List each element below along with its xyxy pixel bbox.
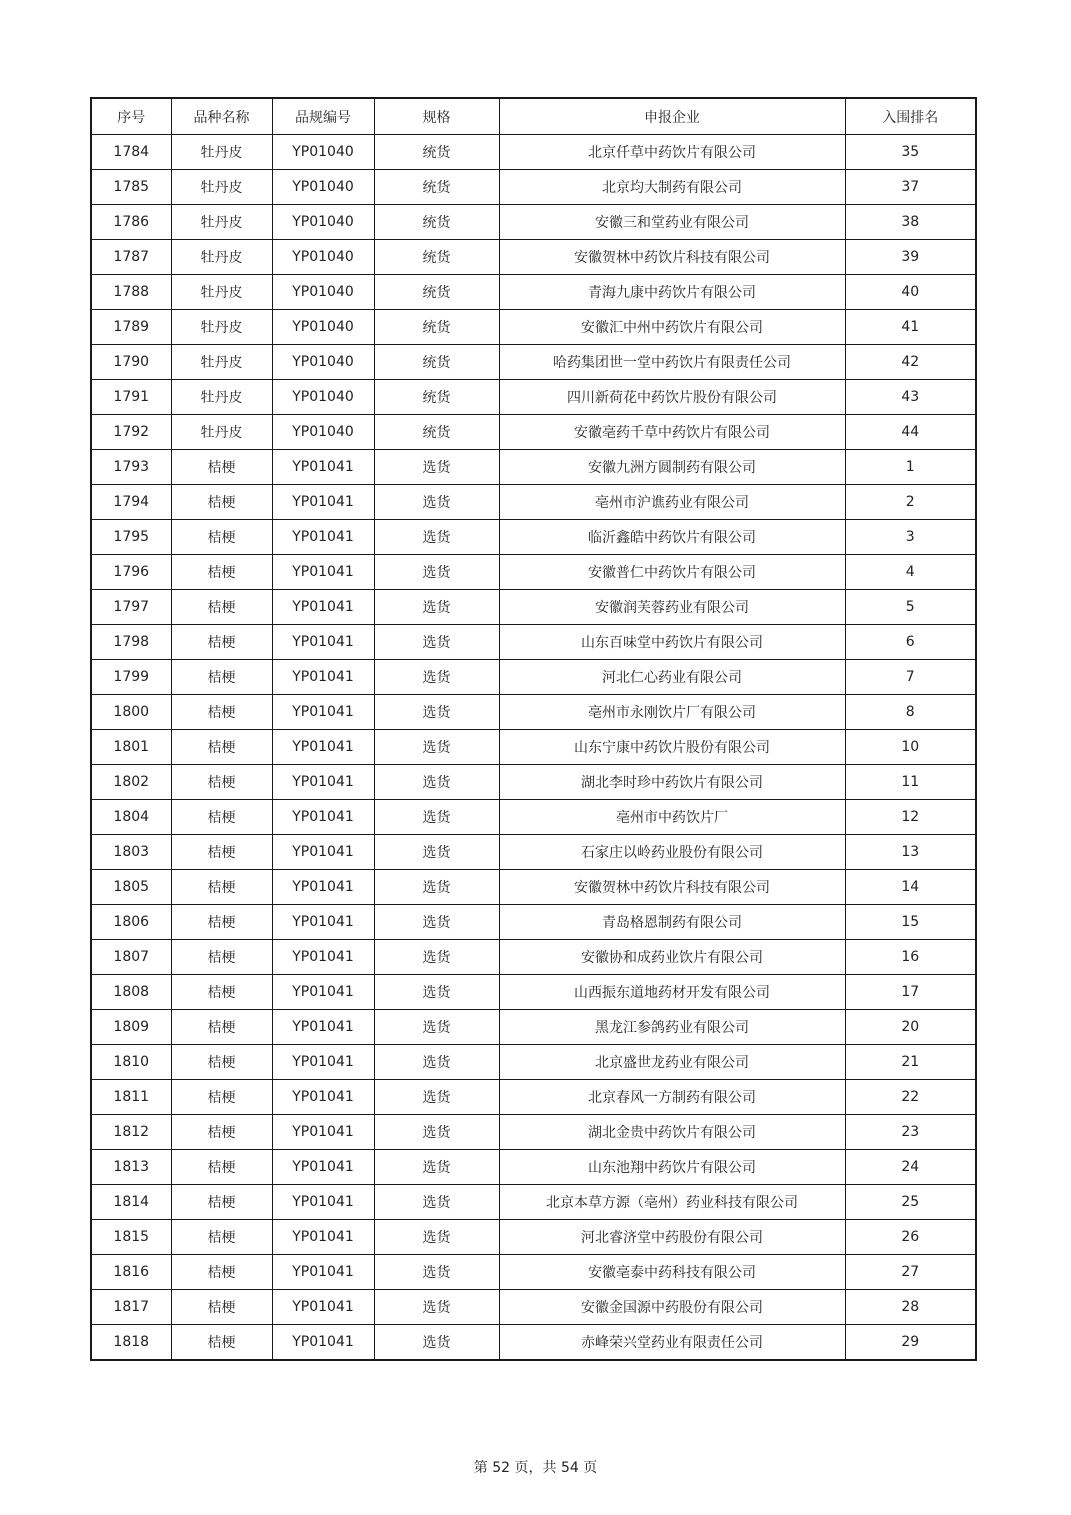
cell-rank: 7 [845, 660, 976, 695]
cell-rank: 3 [845, 520, 976, 555]
table-row [91, 520, 976, 555]
table-row [91, 1255, 976, 1290]
cell-seq: 1793 [91, 450, 171, 485]
cell-spec: 统货 [374, 275, 499, 310]
cell-variety: 桔梗 [171, 1045, 272, 1080]
cell-spec-code: YP01041 [272, 1045, 374, 1080]
cell-spec-code: YP01041 [272, 1290, 374, 1325]
cell-rank: 5 [845, 590, 976, 625]
cell-spec: 选货 [374, 1255, 499, 1290]
cell-enterprise: 山西振东道地药材开发有限公司 [499, 975, 845, 1010]
table-row [91, 835, 976, 870]
cell-seq: 1788 [91, 275, 171, 310]
cell-spec: 选货 [374, 1290, 499, 1325]
cell-spec: 选货 [374, 905, 499, 940]
cell-rank: 41 [845, 310, 976, 345]
cell-seq: 1796 [91, 555, 171, 590]
cell-rank: 13 [845, 835, 976, 870]
cell-spec-code: YP01041 [272, 870, 374, 905]
cell-seq: 1799 [91, 660, 171, 695]
cell-enterprise: 山东池翔中药饮片有限公司 [499, 1150, 845, 1185]
cell-spec-code: YP01041 [272, 765, 374, 800]
cell-spec-code: YP01041 [272, 905, 374, 940]
cell-rank: 1 [845, 450, 976, 485]
cell-seq: 1812 [91, 1115, 171, 1150]
cell-spec-code: YP01040 [272, 170, 374, 205]
table-row [91, 310, 976, 345]
table-row [91, 380, 976, 415]
cell-seq: 1810 [91, 1045, 171, 1080]
cell-spec-code: YP01041 [272, 730, 374, 765]
header-rank: 入围排名 [845, 98, 976, 135]
cell-variety: 桔梗 [171, 1150, 272, 1185]
cell-spec-code: YP01040 [272, 380, 374, 415]
header-seq: 序号 [91, 98, 171, 135]
cell-spec-code: YP01041 [272, 940, 374, 975]
cell-enterprise: 亳州市沪谯药业有限公司 [499, 485, 845, 520]
table-row [91, 1010, 976, 1045]
cell-seq: 1816 [91, 1255, 171, 1290]
cell-enterprise: 临沂鑫皓中药饮片有限公司 [499, 520, 845, 555]
cell-rank: 40 [845, 275, 976, 310]
cell-spec: 统货 [374, 205, 499, 240]
header-spec: 规格 [374, 98, 499, 135]
cell-rank: 43 [845, 380, 976, 415]
cell-spec: 选货 [374, 695, 499, 730]
cell-spec-code: YP01040 [272, 240, 374, 275]
cell-rank: 23 [845, 1115, 976, 1150]
cell-spec-code: YP01041 [272, 695, 374, 730]
cell-spec: 选货 [374, 1010, 499, 1045]
cell-variety: 桔梗 [171, 1115, 272, 1150]
cell-spec-code: YP01041 [272, 1255, 374, 1290]
cell-spec-code: YP01040 [272, 345, 374, 380]
table-row [91, 1220, 976, 1255]
cell-spec: 统货 [374, 345, 499, 380]
cell-rank: 14 [845, 870, 976, 905]
cell-rank: 12 [845, 800, 976, 835]
cell-rank: 26 [845, 1220, 976, 1255]
table-row [91, 205, 976, 240]
table-row [91, 625, 976, 660]
table-row [91, 940, 976, 975]
table-row [91, 1185, 976, 1220]
cell-rank: 27 [845, 1255, 976, 1290]
cell-seq: 1818 [91, 1325, 171, 1361]
cell-variety: 牡丹皮 [171, 205, 272, 240]
table-row [91, 975, 976, 1010]
cell-seq: 1795 [91, 520, 171, 555]
cell-enterprise: 山东宁康中药饮片股份有限公司 [499, 730, 845, 765]
cell-rank: 16 [845, 940, 976, 975]
table-row [91, 800, 976, 835]
table-row [91, 1325, 976, 1361]
cell-seq: 1801 [91, 730, 171, 765]
cell-variety: 桔梗 [171, 1010, 272, 1045]
table-row [91, 170, 976, 205]
cell-spec-code: YP01041 [272, 1115, 374, 1150]
cell-variety: 桔梗 [171, 1080, 272, 1115]
table-row [91, 905, 976, 940]
cell-variety: 桔梗 [171, 555, 272, 590]
cell-enterprise: 北京本草方源（亳州）药业科技有限公司 [499, 1185, 845, 1220]
cell-variety: 桔梗 [171, 905, 272, 940]
cell-seq: 1809 [91, 1010, 171, 1045]
cell-variety: 桔梗 [171, 590, 272, 625]
table-row [91, 1045, 976, 1080]
cell-enterprise: 哈药集团世一堂中药饮片有限责任公司 [499, 345, 845, 380]
cell-rank: 10 [845, 730, 976, 765]
table-row [91, 275, 976, 310]
cell-variety: 桔梗 [171, 660, 272, 695]
cell-variety: 桔梗 [171, 520, 272, 555]
cell-rank: 20 [845, 1010, 976, 1045]
cell-seq: 1784 [91, 135, 171, 170]
cell-spec: 选货 [374, 590, 499, 625]
cell-enterprise: 安徽亳泰中药科技有限公司 [499, 1255, 845, 1290]
cell-rank: 24 [845, 1150, 976, 1185]
cell-variety: 桔梗 [171, 1220, 272, 1255]
cell-spec: 统货 [374, 310, 499, 345]
cell-variety: 桔梗 [171, 1290, 272, 1325]
cell-spec: 选货 [374, 1185, 499, 1220]
cell-rank: 25 [845, 1185, 976, 1220]
cell-spec: 选货 [374, 765, 499, 800]
cell-seq: 1800 [91, 695, 171, 730]
cell-seq: 1804 [91, 800, 171, 835]
cell-seq: 1813 [91, 1150, 171, 1185]
page-footer: 第 52 页，共 54 页 [473, 1460, 598, 1476]
table-row [91, 1290, 976, 1325]
cell-seq: 1807 [91, 940, 171, 975]
table-row [91, 590, 976, 625]
cell-spec-code: YP01041 [272, 1220, 374, 1255]
cell-enterprise: 亳州市永刚饮片厂有限公司 [499, 695, 845, 730]
cell-spec-code: YP01041 [272, 590, 374, 625]
cell-spec-code: YP01041 [272, 555, 374, 590]
table-row [91, 135, 976, 170]
cell-seq: 1803 [91, 835, 171, 870]
cell-spec-code: YP01041 [272, 660, 374, 695]
table-row [91, 415, 976, 450]
cell-rank: 11 [845, 765, 976, 800]
cell-seq: 1802 [91, 765, 171, 800]
cell-seq: 1808 [91, 975, 171, 1010]
cell-variety: 牡丹皮 [171, 135, 272, 170]
cell-spec: 选货 [374, 730, 499, 765]
cell-variety: 桔梗 [171, 975, 272, 1010]
cell-spec: 选货 [374, 450, 499, 485]
cell-variety: 桔梗 [171, 450, 272, 485]
table-row [91, 660, 976, 695]
cell-enterprise: 青岛格恩制药有限公司 [499, 905, 845, 940]
table-row [91, 1115, 976, 1150]
cell-spec: 选货 [374, 940, 499, 975]
table-row [91, 695, 976, 730]
cell-rank: 38 [845, 205, 976, 240]
table-row [91, 555, 976, 590]
cell-variety: 牡丹皮 [171, 170, 272, 205]
cell-rank: 37 [845, 170, 976, 205]
cell-variety: 桔梗 [171, 800, 272, 835]
cell-rank: 28 [845, 1290, 976, 1325]
cell-spec-code: YP01041 [272, 975, 374, 1010]
cell-seq: 1797 [91, 590, 171, 625]
cell-enterprise: 河北仁心药业有限公司 [499, 660, 845, 695]
cell-seq: 1798 [91, 625, 171, 660]
cell-rank: 39 [845, 240, 976, 275]
cell-enterprise: 北京盛世龙药业有限公司 [499, 1045, 845, 1080]
cell-spec: 统货 [374, 135, 499, 170]
cell-spec-code: YP01040 [272, 310, 374, 345]
cell-spec: 选货 [374, 485, 499, 520]
cell-rank: 42 [845, 345, 976, 380]
cell-seq: 1805 [91, 870, 171, 905]
table-header [91, 98, 976, 135]
cell-rank: 29 [845, 1325, 976, 1361]
cell-seq: 1785 [91, 170, 171, 205]
table-row [91, 240, 976, 275]
cell-enterprise: 安徽贺林中药饮片科技有限公司 [499, 870, 845, 905]
cell-variety: 牡丹皮 [171, 345, 272, 380]
cell-enterprise: 安徽三和堂药业有限公司 [499, 205, 845, 240]
cell-spec-code: YP01041 [272, 1010, 374, 1045]
cell-seq: 1789 [91, 310, 171, 345]
cell-spec-code: YP01040 [272, 135, 374, 170]
cell-enterprise: 安徽汇中州中药饮片有限公司 [499, 310, 845, 345]
cell-enterprise: 北京仟草中药饮片有限公司 [499, 135, 845, 170]
cell-spec-code: YP01041 [272, 485, 374, 520]
cell-enterprise: 安徽九洲方圆制药有限公司 [499, 450, 845, 485]
cell-enterprise: 石家庄以岭药业股份有限公司 [499, 835, 845, 870]
header-enterprise: 申报企业 [499, 98, 845, 135]
cell-spec-code: YP01041 [272, 520, 374, 555]
table-row [91, 730, 976, 765]
table-row [91, 1080, 976, 1115]
cell-spec: 选货 [374, 660, 499, 695]
cell-spec: 选货 [374, 1150, 499, 1185]
cell-enterprise: 赤峰荣兴堂药业有限责任公司 [499, 1325, 845, 1361]
cell-spec-code: YP01040 [272, 205, 374, 240]
cell-spec-code: YP01041 [272, 800, 374, 835]
cell-rank: 22 [845, 1080, 976, 1115]
cell-enterprise: 安徽普仁中药饮片有限公司 [499, 555, 845, 590]
cell-seq: 1792 [91, 415, 171, 450]
table-row [91, 870, 976, 905]
cell-enterprise: 安徽贺林中药饮片科技有限公司 [499, 240, 845, 275]
cell-variety: 桔梗 [171, 870, 272, 905]
table-row [91, 345, 976, 380]
cell-rank: 8 [845, 695, 976, 730]
cell-seq: 1790 [91, 345, 171, 380]
cell-variety: 桔梗 [171, 765, 272, 800]
cell-spec: 选货 [374, 555, 499, 590]
cell-variety: 牡丹皮 [171, 310, 272, 345]
cell-seq: 1786 [91, 205, 171, 240]
cell-variety: 牡丹皮 [171, 275, 272, 310]
header-variety: 品种名称 [171, 98, 272, 135]
cell-spec-code: YP01041 [272, 1185, 374, 1220]
cell-spec: 选货 [374, 520, 499, 555]
cell-spec-code: YP01041 [272, 450, 374, 485]
table-row [91, 450, 976, 485]
cell-spec-code: YP01040 [272, 275, 374, 310]
results-table [90, 97, 977, 1361]
cell-rank: 44 [845, 415, 976, 450]
cell-spec: 统货 [374, 240, 499, 275]
table-body [91, 135, 976, 1361]
cell-seq: 1815 [91, 1220, 171, 1255]
cell-spec: 选货 [374, 1220, 499, 1255]
cell-rank: 17 [845, 975, 976, 1010]
cell-spec-code: YP01041 [272, 1080, 374, 1115]
cell-variety: 桔梗 [171, 1255, 272, 1290]
cell-variety: 桔梗 [171, 695, 272, 730]
table-row [91, 1150, 976, 1185]
cell-variety: 桔梗 [171, 730, 272, 765]
cell-variety: 牡丹皮 [171, 380, 272, 415]
cell-spec-code: YP01040 [272, 415, 374, 450]
cell-rank: 6 [845, 625, 976, 660]
cell-spec: 选货 [374, 835, 499, 870]
cell-spec: 选货 [374, 1115, 499, 1150]
cell-variety: 桔梗 [171, 835, 272, 870]
cell-variety: 桔梗 [171, 1185, 272, 1220]
cell-spec: 选货 [374, 800, 499, 835]
cell-rank: 2 [845, 485, 976, 520]
cell-spec-code: YP01041 [272, 625, 374, 660]
cell-seq: 1794 [91, 485, 171, 520]
cell-enterprise: 青海九康中药饮片有限公司 [499, 275, 845, 310]
cell-enterprise: 安徽协和成药业饮片有限公司 [499, 940, 845, 975]
cell-enterprise: 黑龙江参鸽药业有限公司 [499, 1010, 845, 1045]
cell-spec: 统货 [374, 415, 499, 450]
cell-variety: 桔梗 [171, 940, 272, 975]
cell-enterprise: 湖北李时珍中药饮片有限公司 [499, 765, 845, 800]
table-row [91, 485, 976, 520]
cell-variety: 牡丹皮 [171, 415, 272, 450]
cell-enterprise: 北京均大制药有限公司 [499, 170, 845, 205]
table-row [91, 765, 976, 800]
cell-enterprise: 河北睿济堂中药股份有限公司 [499, 1220, 845, 1255]
cell-spec-code: YP01041 [272, 1325, 374, 1361]
cell-spec: 统货 [374, 380, 499, 415]
header-row [91, 98, 976, 135]
cell-rank: 21 [845, 1045, 976, 1080]
cell-enterprise: 山东百味堂中药饮片有限公司 [499, 625, 845, 660]
cell-enterprise: 四川新荷花中药饮片股份有限公司 [499, 380, 845, 415]
cell-variety: 桔梗 [171, 625, 272, 660]
header-spec-code: 品规编号 [272, 98, 374, 135]
cell-seq: 1791 [91, 380, 171, 415]
cell-enterprise: 湖北金贵中药饮片有限公司 [499, 1115, 845, 1150]
cell-seq: 1806 [91, 905, 171, 940]
cell-spec-code: YP01041 [272, 1150, 374, 1185]
cell-rank: 15 [845, 905, 976, 940]
cell-rank: 4 [845, 555, 976, 590]
cell-variety: 桔梗 [171, 485, 272, 520]
cell-enterprise: 安徽亳药千草中药饮片有限公司 [499, 415, 845, 450]
cell-variety: 牡丹皮 [171, 240, 272, 275]
cell-rank: 35 [845, 135, 976, 170]
cell-spec: 选货 [374, 1045, 499, 1080]
cell-variety: 桔梗 [171, 1325, 272, 1361]
cell-spec: 统货 [374, 170, 499, 205]
cell-enterprise: 安徽润芙蓉药业有限公司 [499, 590, 845, 625]
cell-spec: 选货 [374, 1325, 499, 1361]
cell-enterprise: 亳州市中药饮片厂 [499, 800, 845, 835]
cell-seq: 1814 [91, 1185, 171, 1220]
cell-enterprise: 安徽金国源中药股份有限公司 [499, 1290, 845, 1325]
cell-spec-code: YP01041 [272, 835, 374, 870]
cell-spec: 选货 [374, 1080, 499, 1115]
cell-spec: 选货 [374, 870, 499, 905]
cell-seq: 1817 [91, 1290, 171, 1325]
cell-seq: 1811 [91, 1080, 171, 1115]
cell-enterprise: 北京春风一方制药有限公司 [499, 1080, 845, 1115]
cell-spec: 选货 [374, 625, 499, 660]
cell-seq: 1787 [91, 240, 171, 275]
cell-spec: 选货 [374, 975, 499, 1010]
